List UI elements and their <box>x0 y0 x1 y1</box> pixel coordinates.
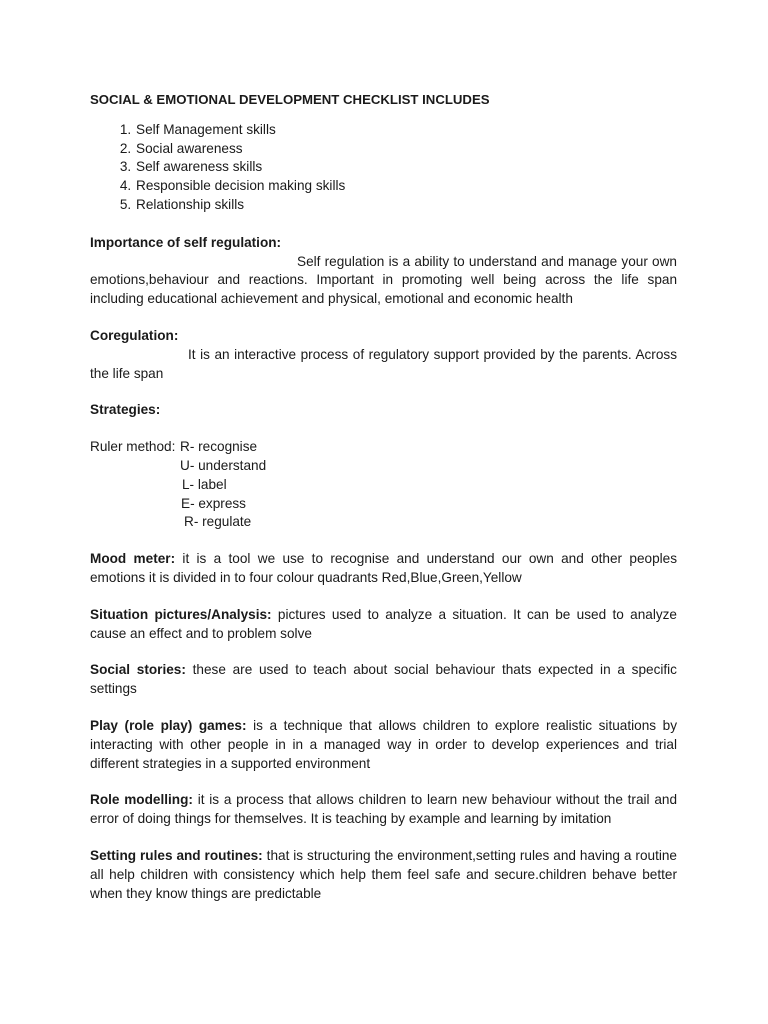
strategy-text: is a technique that allows children to explore realistic situations by interacting with other people in in a managed way in order to develop experiences and trial different strategies in a supported environment <box>90 717 677 771</box>
ruler-step: L- label <box>182 476 227 492</box>
list-item: 2. Social awareness <box>135 140 677 159</box>
document-page <box>90 91 677 921</box>
checklist <box>90 121 677 215</box>
strategy-term: Social stories: <box>90 662 186 678</box>
strategy-term: Play (role play) games: <box>90 717 247 733</box>
ruler-step: E- express <box>181 495 246 511</box>
strategy-text: it is a process that allows children to learn new behaviour without the trail and error of doing things for themselves. It is teaching by example and learning by imitation <box>90 792 678 827</box>
document-title: SOCIAL & EMOTIONAL DEVELOPMENT CHECKLIST INCLUDES <box>90 92 490 107</box>
strategy-text: these are used to teach about social behaviour thats expected in a specific settings <box>90 662 677 697</box>
strategy-text: that is structuring the environment,setting rules and having a routine all help children with consistency which help them feel safe and secure.children behave better when they know things are predictable <box>90 847 677 901</box>
ruler-step: U- understand <box>180 457 267 473</box>
list-item: 5. Relationship skills <box>135 196 677 215</box>
ruler-step: R- recognise <box>180 439 258 455</box>
ruler-step: R- regulate <box>184 514 252 530</box>
self-regulation-text: Self regulation is a ability to understand and manage your own emotions,behaviour and reactions. Important in promoting well being across the life span including educational achievement and physical, emotional and economic health <box>90 253 677 307</box>
strategy-item <box>90 606 677 644</box>
strategy-text: it is a tool we use to recognise and understand our own and other peoples emotions it is divided in to four colour quadrants Red,Blue,Green,Yellow <box>90 551 678 585</box>
ruler-method <box>90 438 677 532</box>
coregulation-text: It is an interactive process of regulatory support provided by the parents. Across the life span <box>90 346 677 381</box>
strategy-term: Mood meter: <box>90 551 176 567</box>
coregulation-section <box>90 327 677 383</box>
self-regulation-section <box>90 234 677 309</box>
strategy-item <box>90 550 677 588</box>
ruler-method-label: Ruler method: <box>90 439 176 455</box>
strategy-item <box>90 791 677 829</box>
strategy-text: pictures used to analyze a situation. It can be used to analyze cause an effect and to problem solve <box>90 606 677 641</box>
strategy-item <box>90 847 677 903</box>
strategy-item <box>90 717 677 773</box>
strategies-section <box>90 401 677 420</box>
list-item: 3. Self awareness skills <box>135 158 677 177</box>
list-item: 4. Responsible decision making skills <box>135 177 677 196</box>
strategy-term: Role modelling: <box>90 792 193 808</box>
list-item: 1. Self Management skills <box>135 121 677 140</box>
strategy-item <box>90 661 677 699</box>
strategy-term: Setting rules and routines: <box>90 847 263 863</box>
coregulation-heading: Coregulation: <box>90 327 179 343</box>
strategy-term: Situation pictures/Analysis: <box>90 606 272 622</box>
self-regulation-heading: Importance of self regulation: <box>90 234 282 250</box>
strategies-heading: Strategies: <box>90 402 161 418</box>
